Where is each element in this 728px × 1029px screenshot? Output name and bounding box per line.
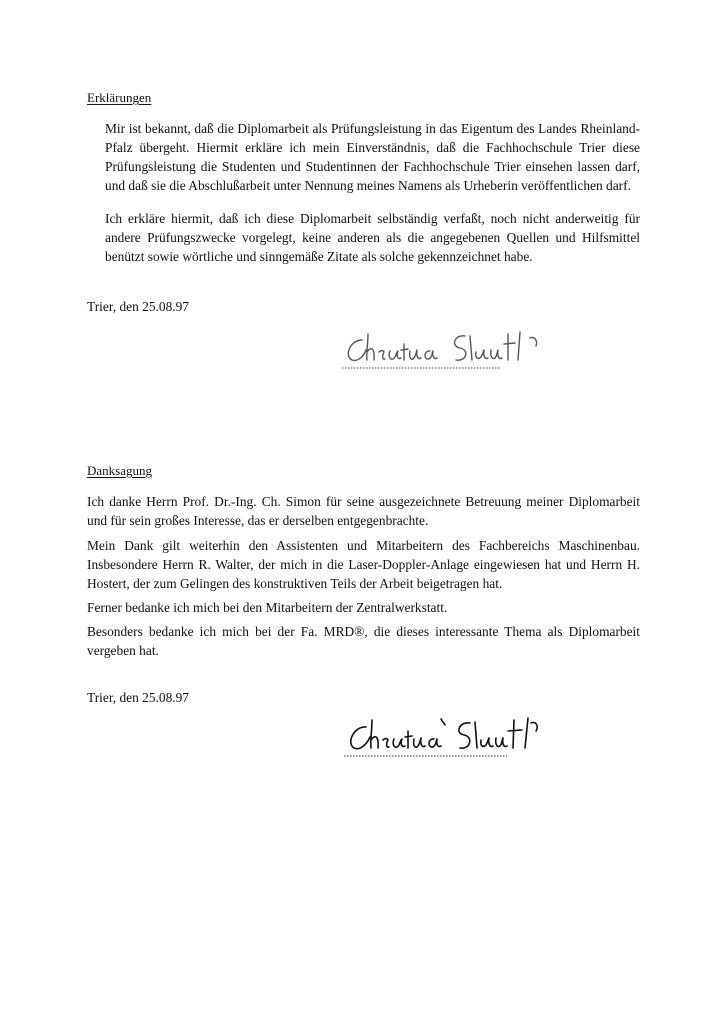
paragraph-erklaerung-2: Ich erkläre hiermit, daß ich diese Diplomarbeit selbständig verfaßt, noch nicht anderweitig für andere Prüfungszwecke vorgelegt, keine anderen als die angegebenen Quellen und Hilfsmittel benützt sowie wörtliche und sinngemäße Zitate als solche gekennzeichnet habe.	[105, 211, 640, 264]
heading-danksagung: Danksagung	[87, 463, 152, 478]
signature-1	[340, 326, 550, 371]
paragraph-danksagung-4: Besonders bedanke ich mich bei der Fa. MRD®, die dieses interessante Thema als Diplomarbeit vergeben hat.	[87, 624, 640, 658]
paragraph-danksagung-3: Ferner bedanke ich mich bei den Mitarbeitern der Zentralwerkstatt.	[87, 600, 448, 615]
date-line-erklaerungen: Trier, den 25.08.97	[87, 299, 189, 314]
date-line-danksagung: Trier, den 25.08.97	[87, 690, 189, 705]
heading-erklaerungen: Erklärungen	[87, 90, 152, 105]
signature-2	[342, 713, 552, 761]
paragraph-danksagung-2: Mein Dank gilt weiterhin den Assistenten und Mitarbeitern des Fachbereichs Maschinenbau. Insbesondere Herrn R. Walter, der mich in die Laser-Doppler-Anlage eingewiesen hat und Herrn H. Hostert, der zum Gelingen des konstruktiven Teils der Arbeit beigetragen hat.	[87, 538, 640, 591]
paragraph-erklaerung-1: Mir ist bekannt, daß die Diplomarbeit als Prüfungsleistung in das Eigentum des Landes Rheinland-Pfalz übergeht. Hiermit erkläre ich mein Einverständnis, daß die Fachhochschule Trier diese Prüfungsleistung die Studenten und Studentinnen der Fachhochschule Trier einsehen lassen darf, und daß sie die Abschlußarbeit unter Nennung meines Namens als Urheberin veröffentlichen darf.	[105, 121, 640, 193]
paragraph-danksagung-1: Ich danke Herrn Prof. Dr.-Ing. Ch. Simon für seine ausgezeichnete Betreuung meiner Diplomarbeit und für sein großes Interesse, das er derselben entgegenbrachte.	[87, 494, 640, 528]
